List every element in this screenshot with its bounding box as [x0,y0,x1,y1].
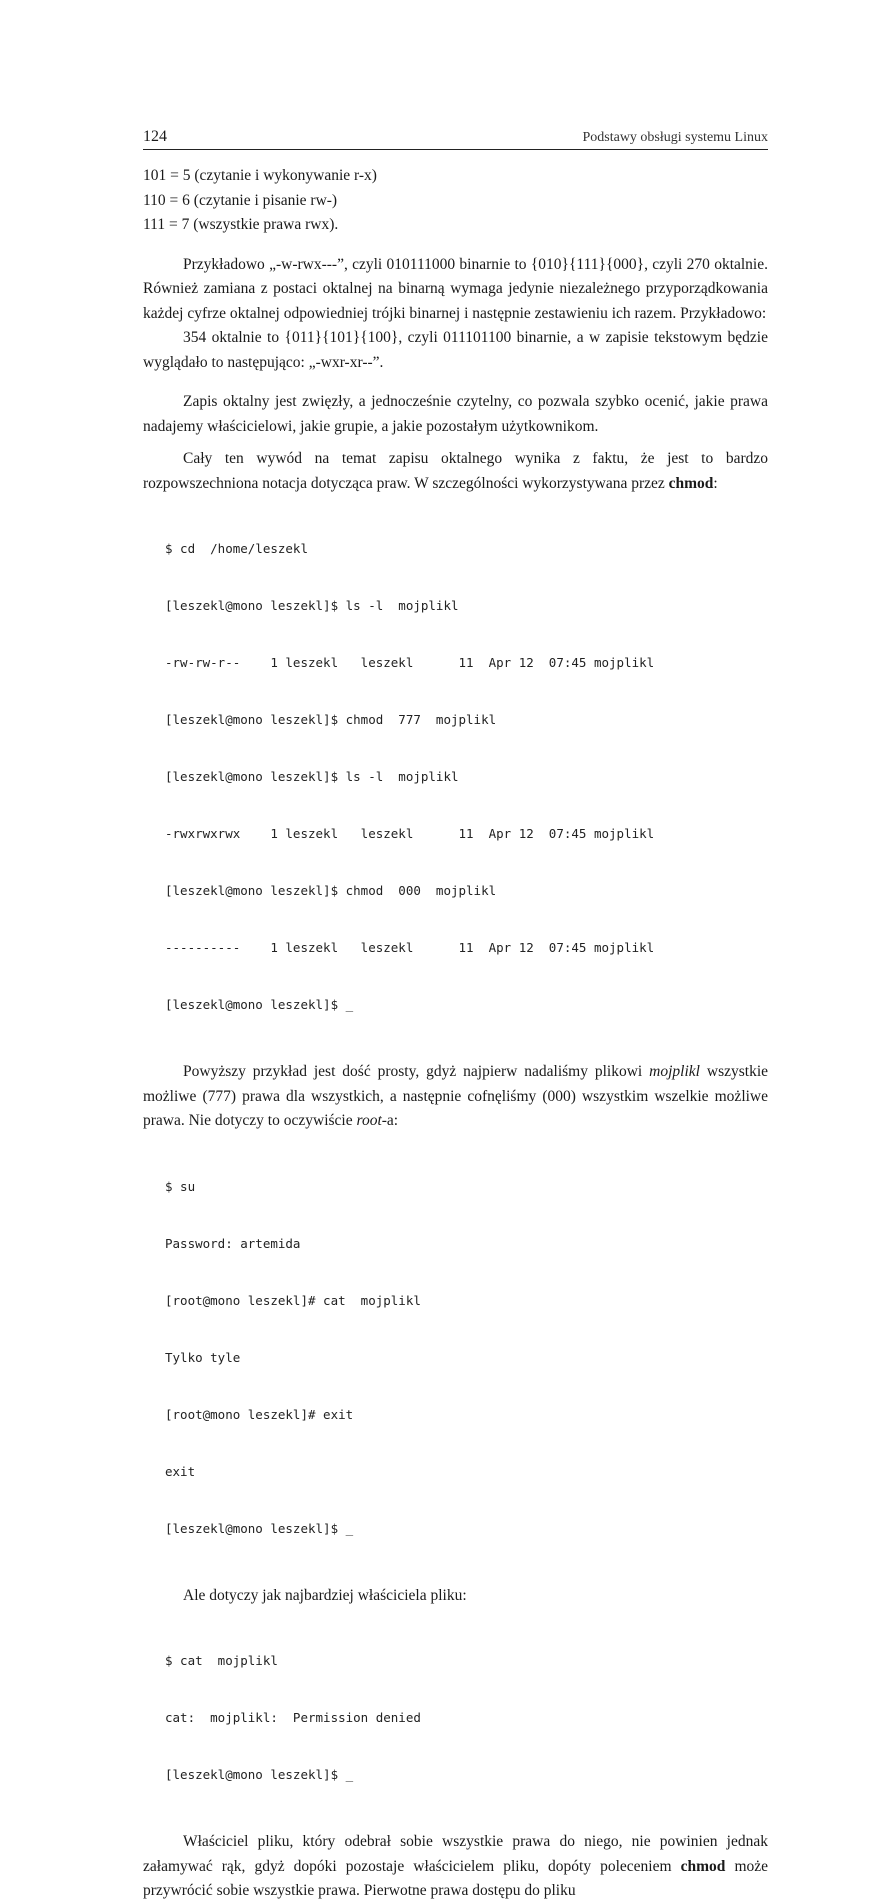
para5-text-c: -a: [381,1112,399,1129]
code-block-chmod [165,501,768,1052]
filename-mojplikl: mojplikl [649,1063,700,1080]
code-line: [root@mono leszekl]# exit [165,1406,354,1422]
para7-text-a: Właściciel pliku, który odebrał sobie wszystkie prawa do niego, nie powinien jednak załamywać rąk, gdyż dopóki pozostaje właścicielem pliku, dopóty poleceniem [143,1833,768,1875]
code-line: $ su [165,1178,196,1194]
para5-text-b: wszystkie możliwe (777) prawa dla wszystkich, a następnie cofnęliśmy (000) wszystkim wszelkie możliwe prawa. Nie dotyczy to oczywiście [143,1063,769,1129]
book-page [143,128,768,1904]
code-line: -rw-rw-r-- 1 leszekl leszekl 11 Apr 12 07:45 mojplikl [165,655,655,670]
chmod-command-name: chmod [668,474,714,492]
chmod-command-name: chmod [680,1857,726,1875]
root-word: root [356,1112,382,1129]
octal-list-item: 110 = 6 (czytanie i pisanie rw-) [143,191,338,209]
paragraph-octal-readable: Zapis oktalny jest zwięzły, a jednocześnie czytelny, co pozwala szybko ocenić, jakie prawa nadajemy właścicielowi, jakie grupie, a jakie pozostałym użytkownikom. [143,393,768,435]
octal-list [143,164,768,238]
code-block-cat [165,1613,768,1822]
code-line: [leszekl@mono leszekl]$ _ [165,1520,354,1536]
para7-text-b: może przywrócić sobie wszystkie prawa. Pierwotne prawa dostępu do pliku [143,1857,769,1899]
code-line: [leszekl@mono leszekl]$ chmod 777 mojplikl [165,712,497,727]
paragraph-chmod-intro [143,447,768,496]
code-line: [leszekl@mono leszekl]$ _ [165,1767,354,1782]
chmod-intro-text: Cały ten wywód na temat zapisu oktalnego wynika z faktu, że jest to bardzo rozpowszechniona notacja dotycząca praw. W szczególności wykorzystywana przez [143,450,768,492]
paragraph-chmod-explained [143,1060,768,1134]
page-header [143,128,768,150]
running-title: Podstawy obsługi systemu Linux [582,130,768,145]
para5-text-a: Powyższy przykład jest dość prosty, gdyż najpierw nadaliśmy plikowi [183,1063,643,1080]
octal-list-item: 101 = 5 (czytanie i wykonywanie r-x) [143,167,377,184]
code-line: [leszekl@mono leszekl]$ _ [165,997,354,1012]
code-line: Password: artemida [165,1235,301,1251]
code-line: -rwxrwxrwx 1 leszekl leszekl 11 Apr 12 07:45 mojplikl [165,826,655,841]
paragraph-owner: Ale dotyczy jak najbardziej właściciela pliku: [183,1586,467,1604]
paragraph-354-example: 354 oktalnie to {011}{101}{100}, czyli 011101100 binarnie, a w zapisie tekstowym będzie wyglądało to następująco: „-wxr-xr--”. [143,329,768,371]
code-line: $ cat mojplikl [165,1653,278,1668]
code-line: [leszekl@mono leszekl]$ ls -l mojplikl [165,769,459,784]
code-line: $ cd /home/leszekl [165,541,308,556]
code-line: [leszekl@mono leszekl]$ ls -l mojplikl [165,598,459,613]
code-line: Tylko tyle [165,1349,241,1365]
chmod-intro-colon: : [713,474,718,492]
page-number: 124 [143,128,167,145]
paragraph-owner-restore [143,1830,768,1904]
code-line: [leszekl@mono leszekl]$ chmod 000 mojplikl [165,883,497,898]
code-line: cat: mojplikl: Permission denied [165,1710,421,1725]
code-block-su [165,1139,768,1576]
code-line: exit [165,1463,196,1479]
paragraph-octal-example: Przykładowo „-w-rwx---”, czyli 010111000 binarnie to {010}{111}{000}, czyli 270 oktalnie. Również zamiana z postaci oktalnej na binarną wymaga jedynie niezależnego przyporządkowania każdej cyfrze oktalnej odpowiedniej trójki binarnej i następnie zestawieniu ich razem. Przykładowo: [143,255,768,322]
octal-list-item: 111 = 7 (wszystkie prawa rwx). [143,216,339,233]
code-line: ---------- 1 leszekl leszekl 11 Apr 12 07:45 mojplikl [165,940,655,955]
code-line: [root@mono leszekl]# cat mojplikl [165,1292,421,1308]
